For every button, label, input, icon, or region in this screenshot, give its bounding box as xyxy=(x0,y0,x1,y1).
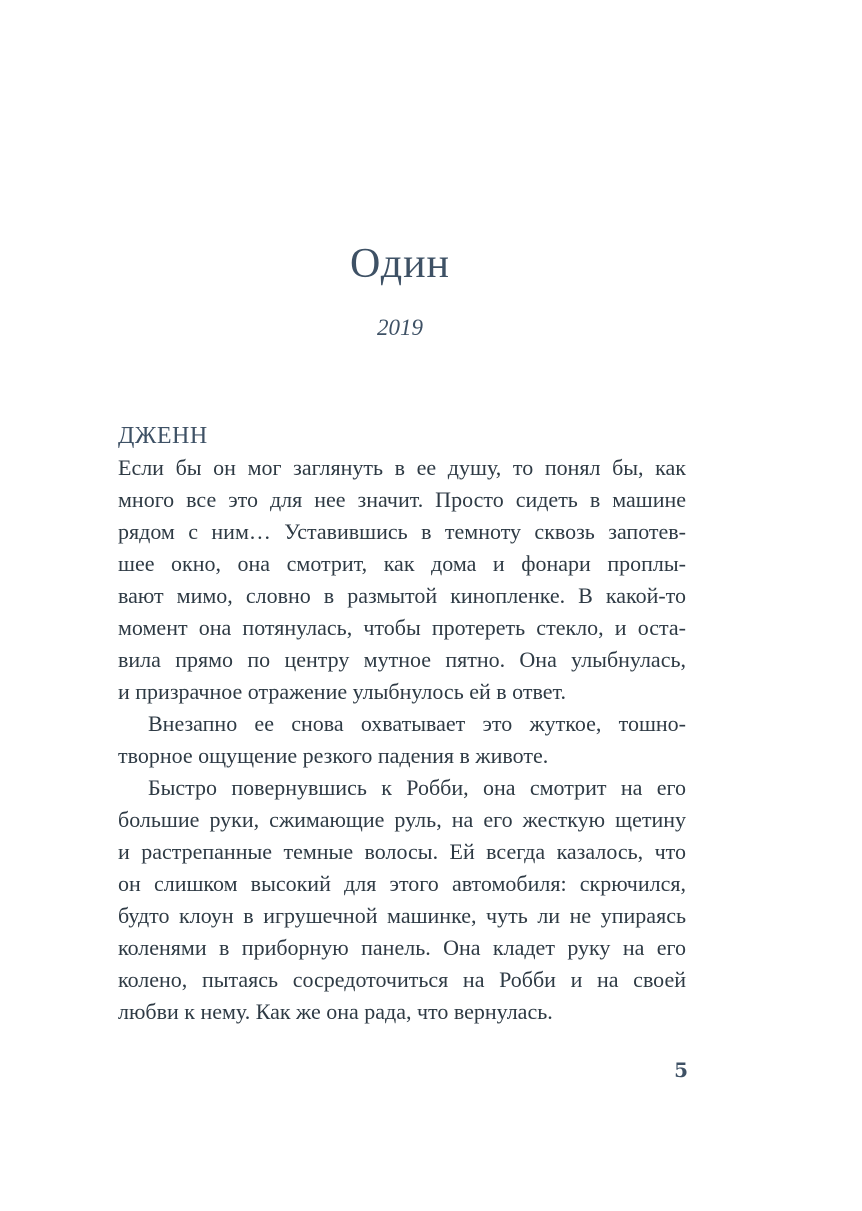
page-number: 5 xyxy=(674,1058,688,1082)
text-line: творное ощущение резкого падения в животе. xyxy=(118,743,549,768)
text-line: Быстро повернувшись к Робби, она смотрит на его xyxy=(148,775,686,800)
text-line: вают мимо, словно в размытой кинопленке. В какой-то xyxy=(118,583,686,608)
chapter-title: Один xyxy=(349,241,451,287)
text-line: любви к нему. Как же она рада, что вернулась. xyxy=(118,999,553,1024)
text-line: и призрачное отражение улыбнулось ей в ответ. xyxy=(118,679,566,704)
text-line: коленями в приборную панель. Она кладет руку на его xyxy=(118,935,686,960)
chapter-year: 2019 xyxy=(377,315,423,340)
text-line: Внезапно ее снова охватывает это жуткое, тошно- xyxy=(148,711,686,736)
text-line: рядом с ним… Уставившись в темноту сквозь запотев- xyxy=(118,519,686,544)
text-line: будто клоун в игрушечной машинке, чуть ли не упираясь xyxy=(118,903,686,928)
text-line: большие руки, сжимающие руль, на его жесткую щетину xyxy=(118,807,686,832)
text-line: и растрепанные темные волосы. Ей всегда казалось, что xyxy=(118,839,686,864)
text-line: он слишком высокий для этого автомобиля: скрючился, xyxy=(118,871,686,896)
text-line: момент она потянулась, чтобы протереть стекло, и оста- xyxy=(118,615,686,640)
text-line: много все это для нее значит. Просто сидеть в машине xyxy=(118,487,686,512)
narrator-heading: ДЖЕНН xyxy=(118,423,208,449)
text-line: колено, пытаясь сосредоточиться на Робби и на своей xyxy=(118,967,686,992)
text-line: шее окно, она смотрит, как дома и фонари проплы- xyxy=(118,551,686,576)
text-line: вила прямо по центру мутное пятно. Она улыбнулась, xyxy=(118,647,686,672)
body-text xyxy=(118,452,686,1028)
text-line: Если бы он мог заглянуть в ее душу, то понял бы, как xyxy=(118,455,686,480)
